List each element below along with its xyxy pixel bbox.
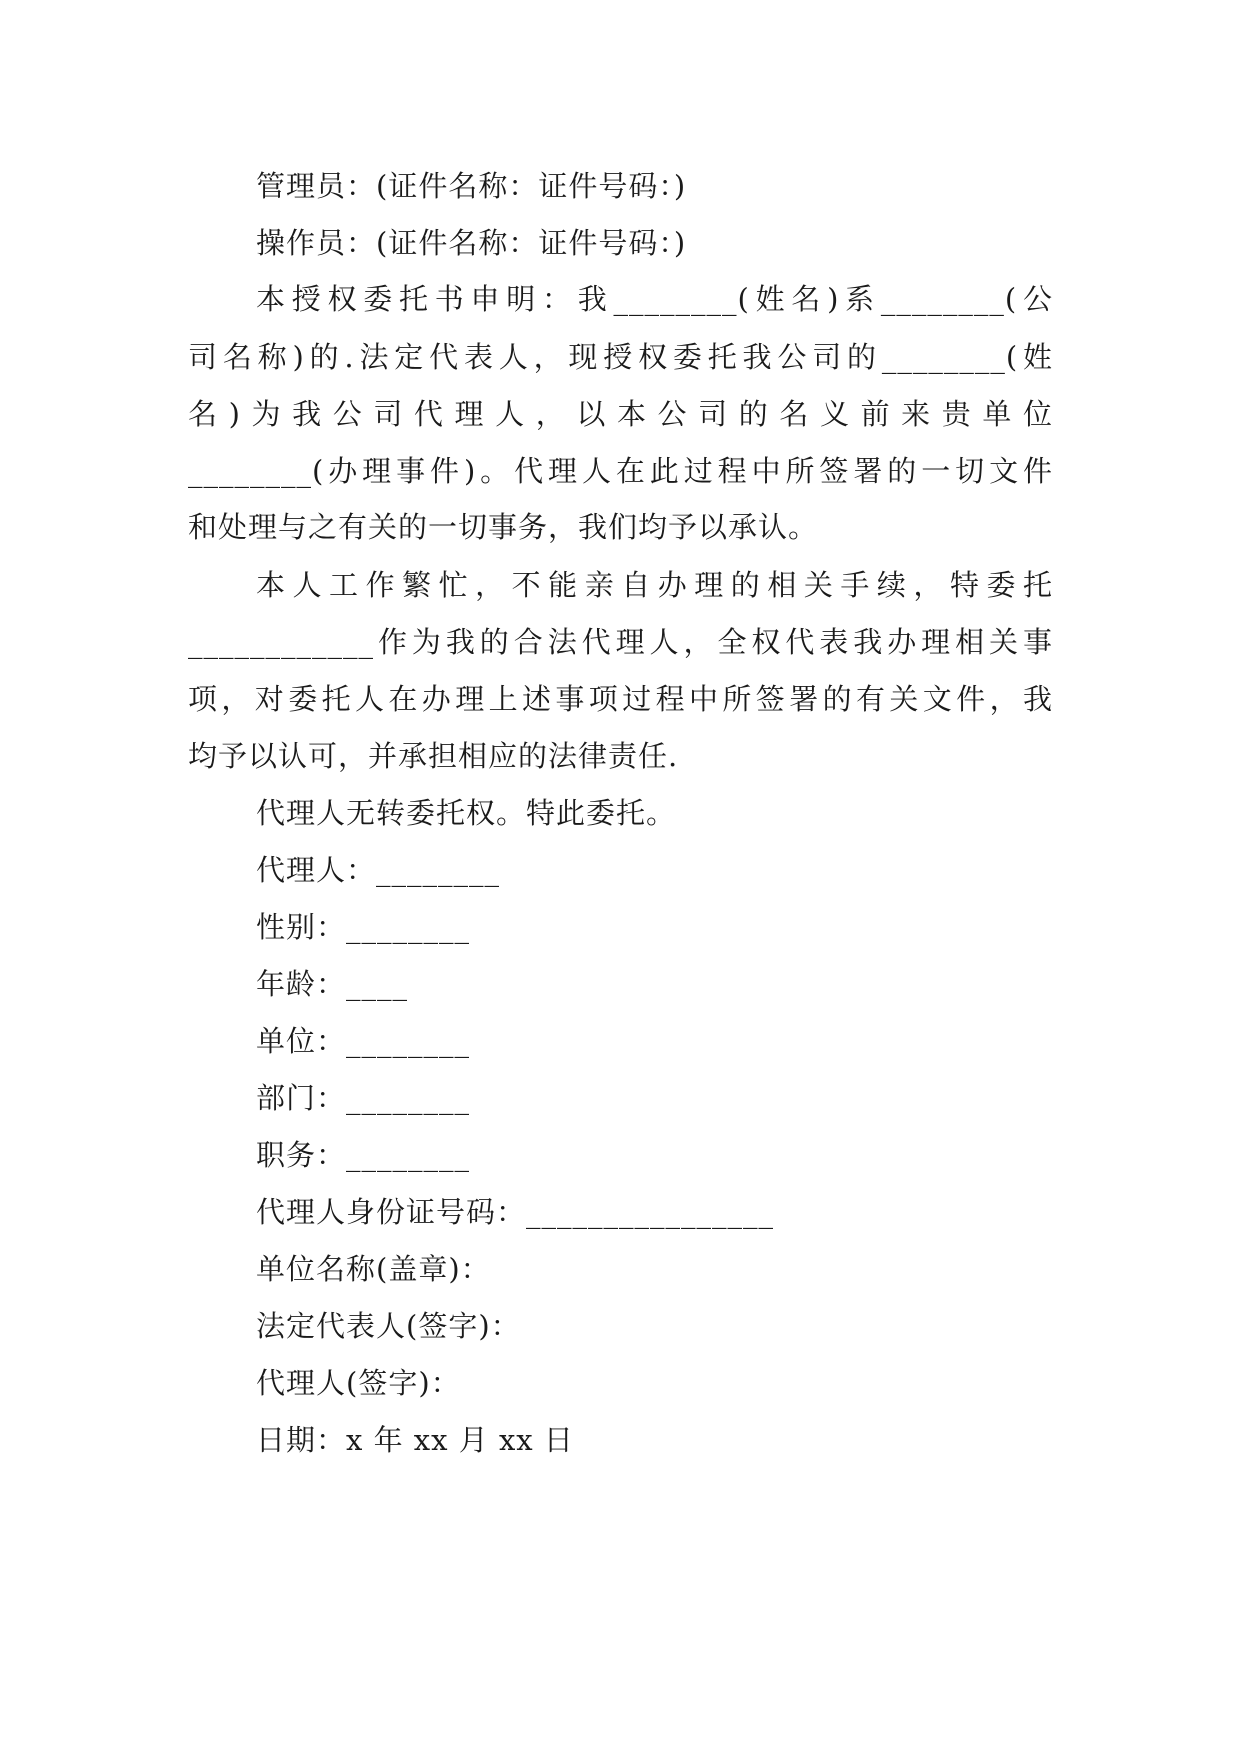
unit-field: 单位：________ bbox=[256, 1024, 471, 1058]
age-field: 年龄：____ bbox=[256, 967, 409, 1001]
statement-line-5: 和处理与之有关的一切事务，我们均予以承认。 bbox=[188, 510, 819, 544]
agent-field: 代理人：________ bbox=[256, 853, 501, 887]
commission-line-3: 项，对委托人在办理上述事项过程中所签署的有关文件，我 bbox=[188, 682, 1053, 716]
unit-name-seal-field: 单位名称(盖章)： bbox=[256, 1252, 491, 1286]
commission-line-2: ____________作为我的合法代理人，全权代表我办理相关事 bbox=[188, 625, 1053, 659]
position-field: 职务：________ bbox=[256, 1138, 471, 1172]
department-field: 部门：________ bbox=[256, 1081, 471, 1115]
id-number-field: 代理人身份证号码：________________ bbox=[256, 1195, 775, 1229]
statement-line-4: ________(办理事件)。代理人在此过程中所签署的一切文件 bbox=[188, 454, 1053, 488]
no-sub-delegation: 代理人无转委托权。特此委托。 bbox=[256, 796, 677, 830]
statement-line-2: 司名称)的.法定代表人，现授权委托我公司的________(姓 bbox=[188, 340, 1053, 374]
statement-line-1: 本授权委托书申明：我________(姓名)系________(公 bbox=[256, 282, 1053, 316]
commission-line-1: 本人工作繁忙，不能亲自办理的相关手续，特委托 bbox=[256, 568, 1053, 602]
date-field: 日期：x 年 xx 月 xx 日 bbox=[256, 1423, 574, 1457]
agent-signature-field: 代理人(签字)： bbox=[256, 1366, 461, 1400]
legal-rep-signature-field: 法定代表人(签字)： bbox=[256, 1309, 521, 1343]
gender-field: 性别：________ bbox=[256, 910, 471, 944]
operator-line: 操作员：(证件名称：证件号码：) bbox=[256, 226, 687, 260]
commission-line-4: 均予以认可，并承担相应的法律责任. bbox=[188, 739, 679, 773]
admin-line: 管理员：(证件名称：证件号码：) bbox=[256, 169, 687, 203]
statement-line-3: 名)为我公司代理人，以本公司的名义前来贵单位 bbox=[188, 397, 1053, 431]
